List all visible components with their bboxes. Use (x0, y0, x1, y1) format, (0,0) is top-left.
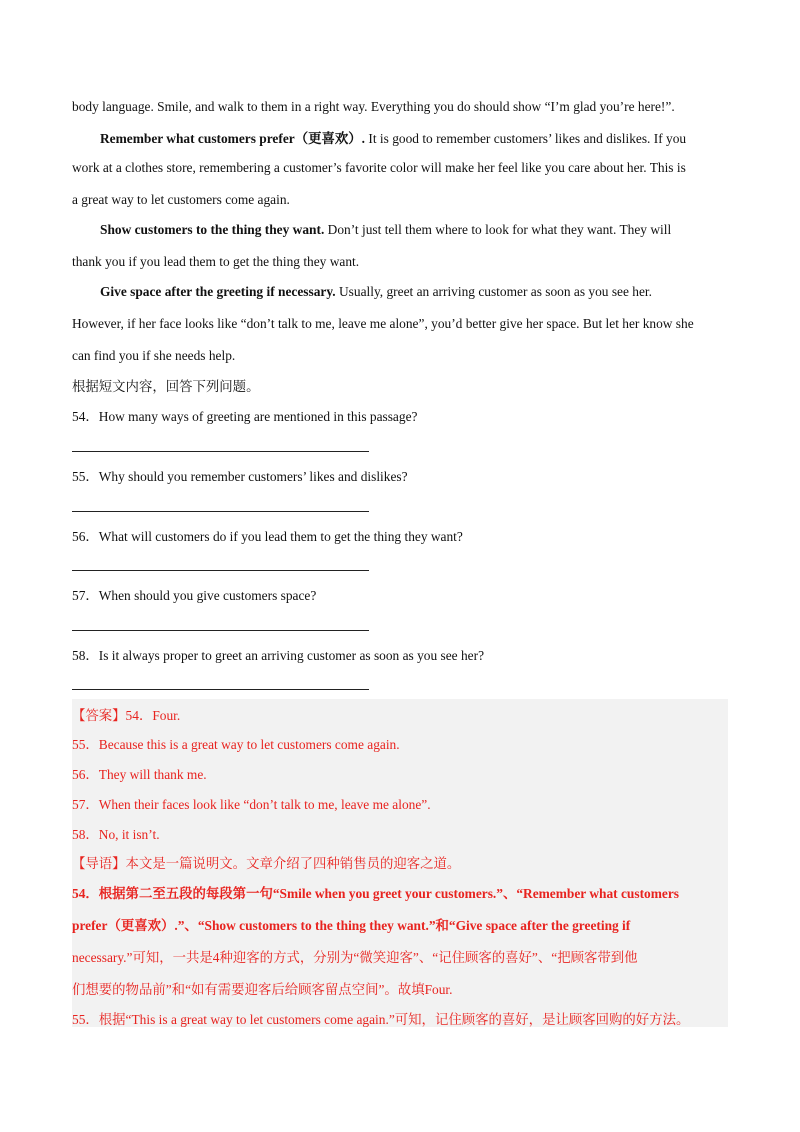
answer-line-54 (72, 451, 369, 452)
passage-paragraph-1-end: body language. Smile, and walk to them in a right way. Everything you do should show “I’m glad you’re here!”. (72, 99, 675, 114)
question-58: 58．Is it always proper to greet an arriving customer as soon as you see her? (72, 648, 485, 663)
paragraph-4-heading: Give space after the greeting if necessary. (100, 284, 336, 299)
question-57: 57．When should you give customers space? (72, 588, 317, 603)
explanation-54-line-1: 54．根据第二至五段的每段第一句“Smile when you greet your customers.”、“Remember what customers (72, 886, 679, 901)
explanation-54-line-4: 们想要的物品前”和“如有需要迎客后给顾客留点空间”。故填Four. (72, 982, 453, 997)
paragraph-3-heading: Show customers to the thing they want. (100, 222, 325, 237)
paragraph-4-text: Usually, greet an arriving customer as soon as you see her. (339, 284, 652, 299)
paragraph-4-line-3: can find you if she needs help. (72, 348, 236, 363)
paragraph-3-line-2: thank you if you lead them to get the thing they want. (72, 254, 360, 269)
question-54: 54．How many ways of greeting are mentioned in this passage? (72, 409, 418, 424)
answer-line-55 (72, 511, 369, 512)
paragraph-2-line-3: a great way to let customers come again. (72, 192, 290, 207)
answer-55: 55．Because this is a great way to let customers come again. (72, 737, 400, 752)
guide-summary: 【导语】本文是一篇说明文。文章介绍了四种销售员的迎客之道。 (72, 856, 461, 871)
answer-58: 58．No, it isn’t. (72, 827, 160, 842)
explanation-55: 55．根据“This is a great way to let customers come again.”可知，记住顾客的喜好，是让顾客回购的好方法。 (72, 1012, 690, 1027)
paragraph-2-text: It is good to remember customers’ likes and dislikes. If you (368, 131, 687, 146)
answer-line-56 (72, 570, 369, 571)
paragraph-3-line-1 (100, 222, 671, 238)
paragraph-4-line-1 (100, 284, 652, 300)
paragraph-4-line-2: However, if her face looks like “don’t talk to me, leave me alone”, you’d better give her space. But let her know she (72, 316, 694, 331)
explanation-54-line-3: necessary.”可知，一共是4种迎客的方式，分别为“微笑迎客”、“记住顾客的喜好”、“把顾客带到他 (72, 950, 638, 965)
answer-line-57 (72, 630, 369, 631)
paragraph-2-heading: Remember what customers prefer（更喜欢）. (100, 131, 366, 146)
paragraph-2-line-2: work at a clothes store, remembering a customer’s favorite color will make her feel like you care about her. This is (72, 160, 686, 175)
paragraph-2-line-1 (100, 128, 686, 147)
instruction: 根据短文内容，回答下列问题。 (72, 379, 260, 394)
question-56: 56．What will customers do if you lead them to get the thing they want? (72, 529, 463, 544)
question-55: 55．Why should you remember customers’ likes and dislikes? (72, 469, 408, 484)
answer-54: 【答案】54．Four. (72, 708, 181, 723)
paragraph-3-text: Don’t just tell them where to look for what they want. They will (327, 222, 672, 237)
answer-57: 57．When their faces look like “don’t talk to me, leave me alone”. (72, 797, 431, 812)
answer-56: 56．They will thank me. (72, 767, 207, 782)
explanation-54-line-2: prefer（更喜欢）.”、“Show customers to the thing they want.”和“Give space after the greeting if (72, 918, 631, 933)
answer-line-58 (72, 689, 369, 690)
